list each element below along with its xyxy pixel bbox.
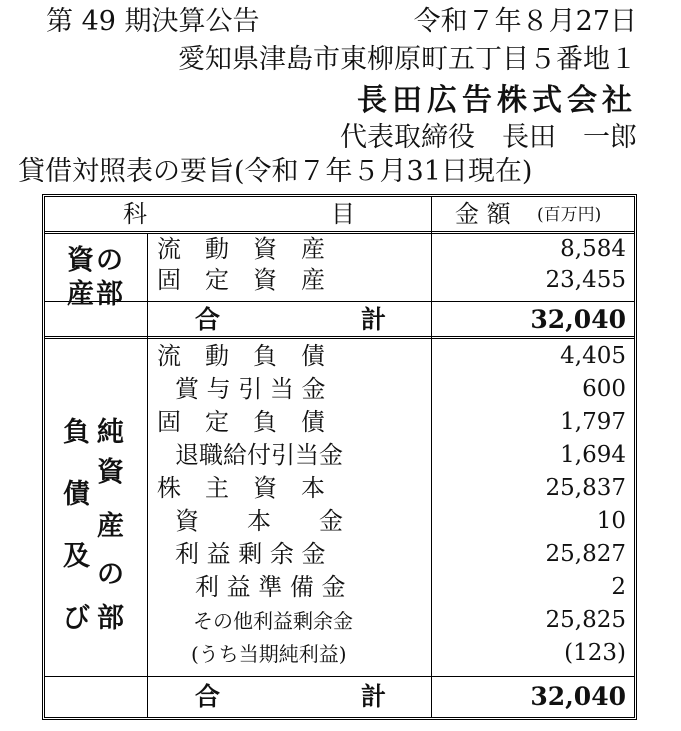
- liability-row-name: 資 本 金: [175, 507, 343, 535]
- header-item-a: 科: [123, 200, 147, 228]
- assets-total-value: 32,040: [530, 305, 626, 334]
- liabilities-label-char: び: [63, 603, 90, 634]
- announcement-date: 令和７年８月27日: [413, 6, 637, 37]
- asset-row-name: 固 定 資 産: [157, 266, 325, 294]
- liabilities-label-char: 及: [63, 541, 90, 572]
- liability-row-name: 株 主 資 本: [157, 474, 325, 502]
- net-assets-label-char: の: [97, 559, 124, 590]
- asset-row-name: 流 動 資 産: [157, 235, 325, 263]
- section-divider: [45, 336, 634, 339]
- liability-row-name: 利 益 剰 余 金: [175, 540, 326, 568]
- liability-row-name: 退職給付引当金: [175, 441, 343, 469]
- company-address: 愛知県津島市東柳原町五丁目５番地１: [178, 44, 637, 75]
- liability-row-value: 25,827: [545, 541, 626, 567]
- settlement-number: 第 49 期決算公告: [46, 6, 260, 37]
- liability-row-name: 利 益 準 備 金: [195, 573, 346, 601]
- liability-row-value: 10: [596, 508, 626, 534]
- liability-row-name: (うち当期純利益): [191, 642, 347, 666]
- assets-total-label-a: 合: [195, 305, 221, 334]
- liability-row-value: (123): [564, 640, 626, 666]
- net-assets-label-char: 部: [97, 603, 124, 634]
- liability-row-value: 1,694: [560, 442, 626, 468]
- column-divider: [147, 233, 148, 717]
- liabilities-total-label-a: 合: [195, 682, 221, 711]
- liability-row-name: 賞 与 引 当 金: [175, 375, 326, 403]
- representative: 代表取締役 長田 一郎: [340, 122, 637, 153]
- header-item-b: 目: [331, 200, 355, 228]
- liability-row-value: 4,405: [560, 343, 626, 369]
- assets-label-line1: 資の: [67, 245, 125, 276]
- liability-row-value: 600: [582, 376, 626, 402]
- row-divider: [45, 676, 634, 677]
- header-amount: 金 額: [455, 200, 511, 228]
- liability-row-value: 2: [611, 574, 626, 600]
- liabilities-total-value: 32,040: [530, 682, 626, 711]
- liabilities-label-char: 負: [63, 417, 90, 448]
- liability-row-name: 流 動 負 債: [157, 342, 325, 370]
- liability-row-name: その他利益剰余金: [193, 609, 353, 633]
- net-assets-label-char: 資: [97, 457, 124, 488]
- column-divider: [431, 197, 432, 717]
- liabilities-total-label-b: 計: [361, 682, 387, 711]
- company-name: 長田広告株式会社: [357, 83, 637, 118]
- liability-row-value: 25,825: [545, 607, 626, 633]
- net-assets-label-char: 純: [97, 417, 124, 448]
- liability-row-value: 1,797: [560, 409, 626, 435]
- net-assets-label-char: 産: [97, 511, 124, 542]
- liability-row-value: 25,837: [545, 475, 626, 501]
- assets-total-label-b: 計: [361, 305, 387, 334]
- asset-row-value: 23,455: [545, 267, 626, 293]
- liabilities-label-char: 債: [63, 479, 90, 510]
- assets-label-line2: 産部: [67, 279, 125, 310]
- header-unit: (百万円): [537, 205, 602, 225]
- header-divider: [45, 231, 634, 234]
- balance-sheet-table: [42, 194, 637, 720]
- asset-row-value: 8,584: [560, 236, 626, 262]
- document-title: 貸借対照表の要旨(令和７年５月31日現在): [18, 156, 533, 187]
- liability-row-name: 固 定 負 債: [157, 408, 325, 436]
- row-divider: [45, 301, 634, 302]
